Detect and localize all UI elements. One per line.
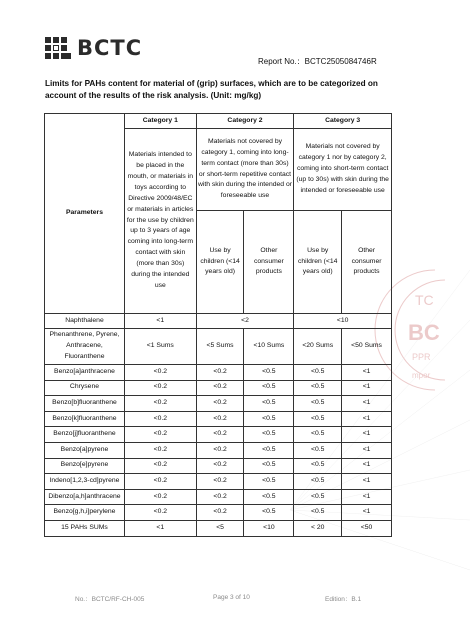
cell-cat3-children: <0.5 [294,380,342,396]
param-name: Benzo[j]fluoranthene [45,427,125,443]
cell-cat2-children: <0.2 [196,489,244,505]
cell-cat3-other: <50 Sums [342,329,392,365]
pah-limits-table [44,113,392,537]
category-2-description: Materials not covered by category 1, coming into long-term contact (more than 30s) or short-term repetitive contact with skin during the intended or foreseeable use [196,129,294,211]
param-name: Dibenzo[a,h]anthracene [45,489,125,505]
cell-cat1: <1 [124,520,196,536]
cell-cat3-children: <0.5 [294,505,342,521]
table-row [45,489,392,505]
table-row [45,505,392,521]
table-row [45,411,392,427]
cell-cat3-other: <1 [342,505,392,521]
cell-cat2-other: <0.5 [244,489,294,505]
param-name: Benzo[e]pyrene [45,458,125,474]
footer-page-number: Page 3 of 10 [213,594,250,601]
cell-cat2-children: <0.2 [196,505,244,521]
cell-cat3-children: <0.5 [294,489,342,505]
param-name: 15 PAHs SUMs [45,520,125,536]
cell-cat1: <1 Sums [124,329,196,365]
cell-cat2-children: <5 Sums [196,329,244,365]
cell-cat2-children: <0.2 [196,396,244,412]
cell-cat1: <0.2 [124,474,196,490]
cell-cat2-children: <0.2 [196,442,244,458]
category-2-header: Category 2 [196,114,294,129]
category-3-description: Materials not covered by category 1 nor by category 2, coming into short-term contact (up to 30s) with skin during the intended or foreseeable use [294,129,392,211]
cell-cat3-children: <0.5 [294,442,342,458]
svg-text:BC: BC [408,320,440,345]
cell-cat3-children: <0.5 [294,427,342,443]
table-row [45,520,392,536]
cell-cat2-other: <10 Sums [244,329,294,365]
cell-cat3-children: <0.5 [294,396,342,412]
param-name: Indeno[1,2,3-cd]pyrene [45,474,125,490]
cell-cat2-other: <0.5 [244,427,294,443]
cell-cat2-children: <0.2 [196,380,244,396]
cell-cat3-children: <0.5 [294,458,342,474]
cell-cat3-children: <0.5 [294,411,342,427]
cell-cat3-other: <1 [342,458,392,474]
cell-cat3-other: <1 [342,396,392,412]
section-title: Limits for PAHs content for material of (grip) surfaces, which are to be categorized on account of the results of the risk analysis. (Unit: mg/kg) [45,79,378,100]
cat3-other-subheader: Other consumer products [342,211,392,314]
cell-cat3: <10 [294,314,392,329]
cell-cat2: <2 [196,314,294,329]
cell-cat1: <1 [124,314,196,329]
cell-cat2-other: <0.5 [244,442,294,458]
category-1-header: Category 1 [124,114,196,129]
param-name: Phenanthrene, Pyrene, Anthracene, Fluoranthene [45,329,125,365]
cell-cat3-other: <50 [342,520,392,536]
cell-cat2-children: <0.2 [196,474,244,490]
cell-cat3-children: <0.5 [294,474,342,490]
param-name: Chrysene [45,380,125,396]
cell-cat1: <0.2 [124,505,196,521]
cell-cat2-other: <0.5 [244,396,294,412]
table-row [45,427,392,443]
param-name: Naphthalene [45,314,125,329]
table-row [45,458,392,474]
cell-cat2-other: <0.5 [244,365,294,381]
table-row [45,442,392,458]
cat2-other-subheader: Other consumer products [244,211,294,314]
cell-cat1: <0.2 [124,458,196,474]
cell-cat2-children: <0.2 [196,411,244,427]
cell-cat2-other: <0.5 [244,474,294,490]
cell-cat3-other: <1 [342,474,392,490]
cell-cat2-children: <0.2 [196,365,244,381]
cell-cat1: <0.2 [124,427,196,443]
cell-cat3-children: < 20 [294,520,342,536]
cell-cat3-other: <1 [342,365,392,381]
table-row [45,314,392,329]
cell-cat3-other: <1 [342,489,392,505]
report-number: Report No.：BCTC2505084746R [258,57,377,66]
logo-text: BCTC [77,36,143,60]
table-row [45,380,392,396]
footer-doc-number: No.：BCTC/RF-CH-005 [75,596,145,603]
svg-text:TC: TC [415,292,434,308]
param-name: Benzo[k]fluoranthene [45,411,125,427]
param-name: Benzo[a]pyrene [45,442,125,458]
cell-cat3-other: <1 [342,427,392,443]
table-row [45,329,392,365]
parameters-header: Parameters [45,114,125,314]
cell-cat3-other: <1 [342,442,392,458]
cell-cat2-children: <5 [196,520,244,536]
bctc-logo [45,36,142,60]
table-row [45,365,392,381]
cat3-children-subheader: Use by children (<14 years old) [294,211,342,314]
param-name: Benzo[b]fluoranthene [45,396,125,412]
cell-cat2-children: <0.2 [196,458,244,474]
cell-cat2-other: <0.5 [244,458,294,474]
category-1-description: Materials intended to be placed in the mouth, or materials in toys according to Directive 2009/48/EC or materials in articles for the use by children up to 3 years of age coming into long-term contact with skin (more than 30s) during the intended use [124,129,196,314]
svg-text:PPR: PPR [412,352,431,362]
cell-cat3-children: <20 Sums [294,329,342,365]
param-name: Benzo[a]anthracene [45,365,125,381]
param-name: Benzo[g,h,i]perylene [45,505,125,521]
logo-mark-icon [45,37,71,59]
cell-cat1: <0.2 [124,442,196,458]
cell-cat1: <0.2 [124,380,196,396]
svg-text:mpor: mpor [412,371,431,380]
cell-cat2-children: <0.2 [196,427,244,443]
table-row [45,474,392,490]
category-3-header: Category 3 [294,114,392,129]
cell-cat3-other: <1 [342,411,392,427]
cell-cat2-other: <10 [244,520,294,536]
table-row [45,396,392,412]
cat2-children-subheader: Use by children (<14 years old) [196,211,244,314]
cell-cat1: <0.2 [124,396,196,412]
cell-cat2-other: <0.5 [244,411,294,427]
cell-cat3-children: <0.5 [294,365,342,381]
cell-cat2-other: <0.5 [244,505,294,521]
cell-cat1: <0.2 [124,365,196,381]
cell-cat1: <0.2 [124,411,196,427]
cell-cat1: <0.2 [124,489,196,505]
cell-cat3-other: <1 [342,380,392,396]
footer-edition: Edition：B.1 [325,596,362,603]
cell-cat2-other: <0.5 [244,380,294,396]
